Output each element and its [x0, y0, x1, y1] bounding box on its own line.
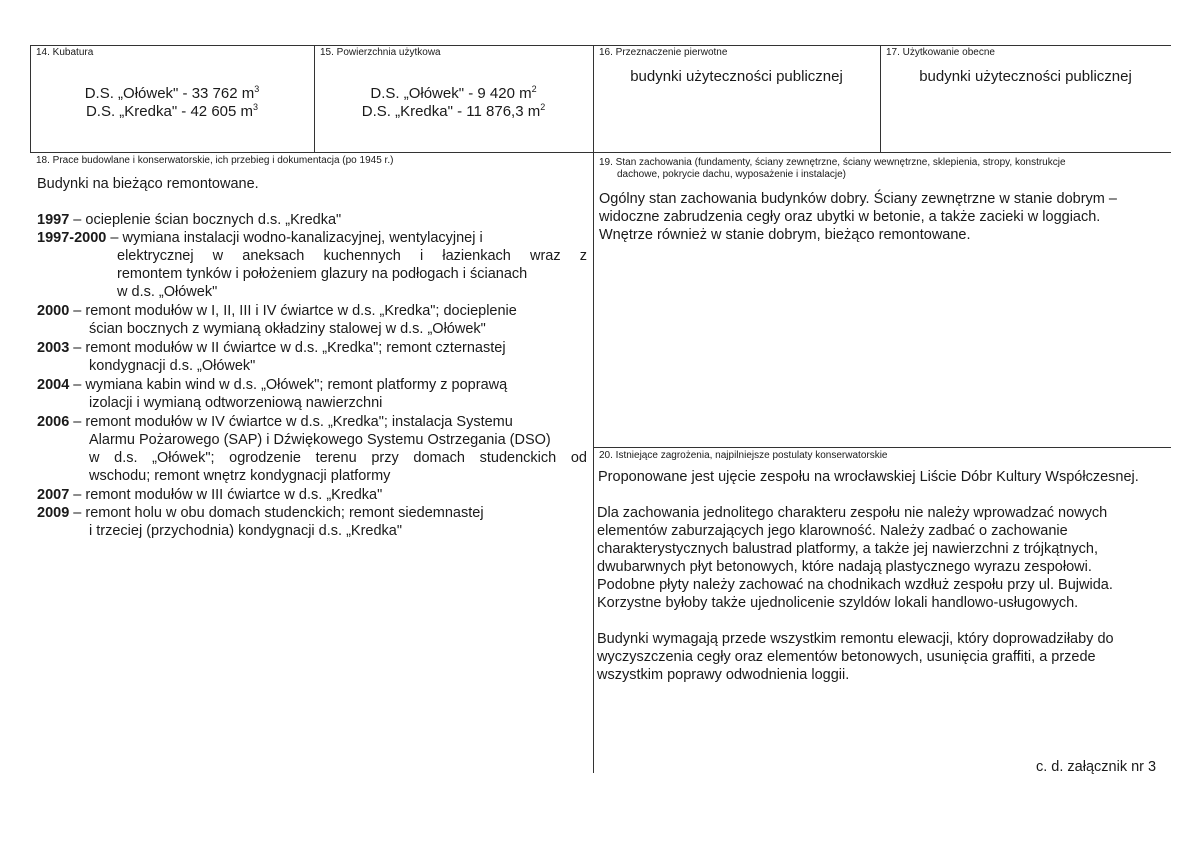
field-18-intro: Budynki na bieżąco remontowane.: [37, 176, 259, 192]
field-20-p1-line-1: Proponowane jest ujęcie zespołu na wrocławskiej Liście Dóbr Kultury Współczesnej.: [598, 469, 1139, 485]
entry-2006-cont-2: w d.s. „Ołówek"; ogrodzenie terenu przy domach studenckich od: [89, 450, 587, 466]
entry-2004-cont-1: izolacji i wymianą odtworzeniową nawierzchni: [89, 395, 383, 411]
entry-1997-2000-cont-2: remontem tynków i położeniem glazury na podłogach i ścianach: [117, 266, 528, 282]
col-divider-2: [593, 45, 594, 773]
footer-attachment-note: c. d. załącznik nr 3: [1036, 759, 1157, 775]
field-15-label: 15. Powierzchnia użytkowa: [320, 47, 441, 58]
field-15-value-kredka: D.S. „Kredka" - 11 876,3 $m^2$: [361, 102, 546, 120]
entry-1997-2000-cont-3: w d.s. „Ołówek": [117, 284, 218, 300]
field-19-line-2: widoczne zabrudzenia cegły oraz ubytki w betonie, a także zacieki w loggiach.: [599, 209, 1101, 225]
col-divider-3: [880, 45, 881, 152]
entry-1997-2000: 1997-2000 – wymiana instalacji wodno-kanalizacyjnej, wentylacyjnej i: [37, 230, 483, 246]
field-19-label: 19. Stan zachowania (fundamenty, ściany zewnętrzne, ściany wewnętrzne, sklepienia, stropy, konstrukcje: [599, 157, 1066, 168]
field-17-value: budynki użyteczności publicznej: [919, 68, 1132, 85]
field-19-line-1: Ogólny stan zachowania budynków dobry. Ściany zewnętrzne w stanie dobrym –: [599, 191, 1117, 207]
field-15-value-olowek: D.S. „Ołówek" - 9 420 $m^2$: [370, 84, 537, 102]
entry-2007: 2007 – remont modułów w III ćwiartce w d.s. „Kredka": [37, 487, 383, 503]
entry-2006: 2006 – remont modułów w IV ćwiartce w d.s. „Kredka"; instalacja Systemu: [37, 414, 513, 430]
entry-2009: 2009 – remont holu w obu domach studenckich; remont siedemnastej: [37, 505, 484, 521]
field-17-label: 17. Użytkowanie obecne: [886, 47, 995, 58]
entry-2006-cont-1: Alarmu Pożarowego (SAP) i Dźwiękowego Systemu Ostrzegania (DSO): [89, 432, 551, 448]
entry-2009-cont-1: i trzeciej (przychodnia) kondygnacji d.s. „Kredka": [89, 523, 403, 539]
entry-2000-cont-1: ścian bocznych z wymianą okładziny stalowej w d.s. „Ołówek": [89, 321, 486, 337]
entry-1997: 1997 – ocieplenie ścian bocznych d.s. „Kredka": [37, 212, 342, 228]
entry-2006-cont-3: wschodu; remont wnętrz kondygnacji platformy: [89, 468, 391, 484]
field-19-line-3: Wnętrze również w stanie dobrym, bieżąco remontowane.: [599, 227, 971, 243]
entry-2003: 2003 – remont modułów w II ćwiartce w d.s. „Kredka"; remont czternastej: [37, 340, 506, 356]
field-20-p2-line-4: dwubarwnych płyt betonowych, które nadają plastycznego wyrazu zespołowi.: [597, 559, 1092, 575]
field-16-value: budynki użyteczności publicznej: [630, 68, 843, 85]
entry-2004: 2004 – wymiana kabin wind w d.s. „Ołówek"; remont platformy z poprawą: [37, 377, 508, 393]
field-20-p2-line-3: charakterystycznych balustrad platformy, a także jej nawierzchni z trójkątnych,: [597, 541, 1098, 557]
top-border: [30, 45, 1171, 46]
field-20-p2-line-6: Korzystne byłoby także ujednolicenie szyldów lokali handlowo-usługowych.: [597, 595, 1079, 611]
entry-1997-2000-cont-1: elektrycznej w aneksach kuchennych i łazienkach wraz z: [117, 248, 587, 264]
field-16-label: 16. Przeznaczenie pierwotne: [599, 47, 728, 58]
field-20-p2-line-2: elementów zaburzających jego klarowność. Należy zadbać o zachowanie: [597, 523, 1068, 539]
field-20-p3-line-2: wyczyszczenia cegły oraz elementów betonowych, usunięcia graffiti, a przede: [597, 649, 1096, 665]
entry-2000: 2000 – remont modułów w I, II, III i IV ćwiartce w d.s. „Kredka"; docieplenie: [37, 303, 517, 319]
row-divider: [30, 152, 1171, 153]
field-19-label-cont: dachowe, pokrycie dachu, wyposażenie i instalacje): [617, 169, 847, 180]
field-20-p2-line-5: Podobne płyty należy zachować na chodnikach wzdłuż zespołu przy ul. Bujwida.: [597, 577, 1113, 593]
field-14-label: 14. Kubatura: [36, 47, 94, 58]
field-14-value-kredka: D.S. „Kredka" - 42 605 $m^3$: [85, 102, 259, 120]
field-14-value-olowek: D.S. „Ołówek" - 33 762 $m^3$: [84, 84, 260, 102]
field-20-p3-line-1: Budynki wymagają przede wszystkim remontu elewacji, który doprowadziłaby do: [597, 631, 1114, 647]
field-20-p3-line-3: wszystkim poprawy odwodnienia loggii.: [597, 667, 850, 683]
section-19-20-divider: [593, 447, 1171, 448]
entry-2003-cont-1: kondygnacji d.s. „Ołówek": [89, 358, 256, 374]
field-20-p2-line-1: Dla zachowania jednolitego charakteru zespołu nie należy wprowadzać nowych: [597, 505, 1108, 521]
field-18-label: 18. Prace budowlane i konserwatorskie, ich przebieg i dokumentacja (po 1945 r.): [36, 155, 394, 166]
field-20-label: 20. Istniejące zagrożenia, najpilniejsze postulaty konserwatorskie: [599, 450, 888, 461]
